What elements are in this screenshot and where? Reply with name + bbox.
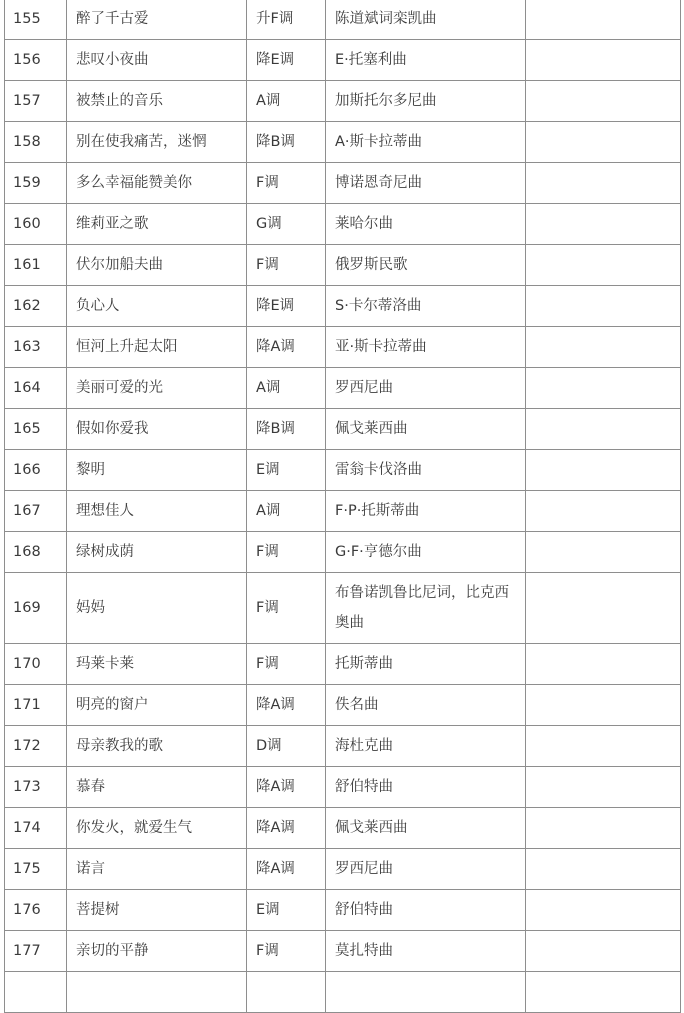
song-number: 168 [5, 532, 67, 573]
song-key: 降A调 [247, 767, 326, 808]
song-author: 罗西尼曲 [326, 368, 526, 409]
song-key: F调 [247, 644, 326, 685]
song-title: 慕春 [67, 767, 247, 808]
song-key: 降E调 [247, 40, 326, 81]
song-author: 莫扎特曲 [326, 931, 526, 972]
song-title: 多么幸福能赞美你 [67, 163, 247, 204]
song-number: 177 [5, 931, 67, 972]
song-key: A调 [247, 491, 326, 532]
table-row [5, 327, 681, 368]
song-extra [526, 204, 681, 245]
song-number: 158 [5, 122, 67, 163]
song-title: 明亮的窗户 [67, 685, 247, 726]
song-title: 菩提树 [67, 890, 247, 931]
table-row [5, 644, 681, 685]
table-row [5, 163, 681, 204]
table-row [5, 286, 681, 327]
song-key: A调 [247, 368, 326, 409]
song-extra [526, 808, 681, 849]
song-title: 黎明 [67, 450, 247, 491]
song-title: 维莉亚之歌 [67, 204, 247, 245]
song-extra [526, 409, 681, 450]
song-author: 舒伯特曲 [326, 890, 526, 931]
song-extra [526, 491, 681, 532]
song-author: 罗西尼曲 [326, 849, 526, 890]
song-number: 175 [5, 849, 67, 890]
table-row [5, 368, 681, 409]
song-title: 绿树成荫 [67, 532, 247, 573]
song-number: 174 [5, 808, 67, 849]
song-title: 假如你爱我 [67, 409, 247, 450]
table-row [5, 808, 681, 849]
song-number: 173 [5, 767, 67, 808]
song-number: 157 [5, 81, 67, 122]
song-title [67, 972, 247, 1013]
song-extra [526, 286, 681, 327]
table-row [5, 726, 681, 767]
song-extra [526, 122, 681, 163]
song-number: 155 [5, 0, 67, 40]
song-extra [526, 573, 681, 644]
song-key: 降E调 [247, 286, 326, 327]
song-extra [526, 81, 681, 122]
song-title: 悲叹小夜曲 [67, 40, 247, 81]
song-author: 布鲁诺凯鲁比尼词，比克西奥曲 [326, 573, 526, 644]
song-title: 美丽可爱的光 [67, 368, 247, 409]
song-number: 166 [5, 450, 67, 491]
song-key: E调 [247, 890, 326, 931]
song-author: 舒伯特曲 [326, 767, 526, 808]
table-row [5, 81, 681, 122]
table-row [5, 491, 681, 532]
song-number: 165 [5, 409, 67, 450]
song-extra [526, 327, 681, 368]
song-number: 170 [5, 644, 67, 685]
song-number: 164 [5, 368, 67, 409]
song-key: E调 [247, 450, 326, 491]
song-author: 加斯托尔多尼曲 [326, 81, 526, 122]
song-key: 升F调 [247, 0, 326, 40]
song-title: 理想佳人 [67, 491, 247, 532]
song-key: 降B调 [247, 409, 326, 450]
song-author: 陈道斌词栾凯曲 [326, 0, 526, 40]
song-title: 你发火，就爱生气 [67, 808, 247, 849]
song-extra [526, 931, 681, 972]
song-author: 亚·斯卡拉蒂曲 [326, 327, 526, 368]
song-extra [526, 767, 681, 808]
song-key: 降B调 [247, 122, 326, 163]
song-key: 降A调 [247, 327, 326, 368]
song-number [5, 972, 67, 1013]
table-row [5, 40, 681, 81]
song-number: 160 [5, 204, 67, 245]
song-key: D调 [247, 726, 326, 767]
song-author: 佚名曲 [326, 685, 526, 726]
song-author: 托斯蒂曲 [326, 644, 526, 685]
table-row [5, 849, 681, 890]
song-title: 被禁止的音乐 [67, 81, 247, 122]
song-extra [526, 849, 681, 890]
table-row [5, 890, 681, 931]
song-extra [526, 245, 681, 286]
song-number: 156 [5, 40, 67, 81]
song-extra [526, 890, 681, 931]
song-number: 163 [5, 327, 67, 368]
table-row [5, 532, 681, 573]
song-number: 171 [5, 685, 67, 726]
song-number: 176 [5, 890, 67, 931]
song-author: F·P·托斯蒂曲 [326, 491, 526, 532]
song-key: G调 [247, 204, 326, 245]
song-author: E·托塞利曲 [326, 40, 526, 81]
table-row [5, 931, 681, 972]
song-title: 恒河上升起太阳 [67, 327, 247, 368]
song-author: G·F·亨德尔曲 [326, 532, 526, 573]
song-author: 俄罗斯民歌 [326, 245, 526, 286]
song-key: 降A调 [247, 849, 326, 890]
song-extra [526, 368, 681, 409]
song-key: F调 [247, 573, 326, 644]
song-title: 妈妈 [67, 573, 247, 644]
song-number: 167 [5, 491, 67, 532]
song-title: 诺言 [67, 849, 247, 890]
table-row [5, 122, 681, 163]
song-title: 别在使我痛苦，迷惘 [67, 122, 247, 163]
song-extra [526, 40, 681, 81]
song-list-sheet [4, 0, 680, 1013]
song-extra [526, 685, 681, 726]
song-title: 母亲教我的歌 [67, 726, 247, 767]
table-row [5, 573, 681, 644]
song-title: 玛莱卡莱 [67, 644, 247, 685]
song-key: 降A调 [247, 808, 326, 849]
table-row [5, 972, 681, 1013]
song-title: 亲切的平静 [67, 931, 247, 972]
song-key: 降A调 [247, 685, 326, 726]
table-row [5, 204, 681, 245]
table-row [5, 0, 681, 40]
song-number: 161 [5, 245, 67, 286]
song-extra [526, 726, 681, 767]
table-row [5, 685, 681, 726]
song-key: A调 [247, 81, 326, 122]
song-key: F调 [247, 931, 326, 972]
song-key: F调 [247, 163, 326, 204]
song-key: F调 [247, 532, 326, 573]
song-table-body [5, 0, 681, 1013]
song-number: 169 [5, 573, 67, 644]
song-extra [526, 450, 681, 491]
song-key: F调 [247, 245, 326, 286]
song-author [326, 972, 526, 1013]
song-key [247, 972, 326, 1013]
song-author: 佩戈莱西曲 [326, 808, 526, 849]
song-extra [526, 532, 681, 573]
song-author: 佩戈莱西曲 [326, 409, 526, 450]
song-author: 海杜克曲 [326, 726, 526, 767]
song-title: 醉了千古爱 [67, 0, 247, 40]
song-extra [526, 644, 681, 685]
song-extra [526, 163, 681, 204]
table-row [5, 409, 681, 450]
song-extra [526, 0, 681, 40]
song-number: 159 [5, 163, 67, 204]
song-title: 负心人 [67, 286, 247, 327]
song-author: 莱哈尔曲 [326, 204, 526, 245]
song-author: S·卡尔蒂洛曲 [326, 286, 526, 327]
song-author: 博诺恩奇尼曲 [326, 163, 526, 204]
song-title: 伏尔加船夫曲 [67, 245, 247, 286]
table-row [5, 767, 681, 808]
song-number: 172 [5, 726, 67, 767]
song-number: 162 [5, 286, 67, 327]
song-extra [526, 972, 681, 1013]
table-row [5, 245, 681, 286]
table-row [5, 450, 681, 491]
song-author: 雷翁卡伐洛曲 [326, 450, 526, 491]
song-table [4, 0, 681, 1013]
song-author: A·斯卡拉蒂曲 [326, 122, 526, 163]
